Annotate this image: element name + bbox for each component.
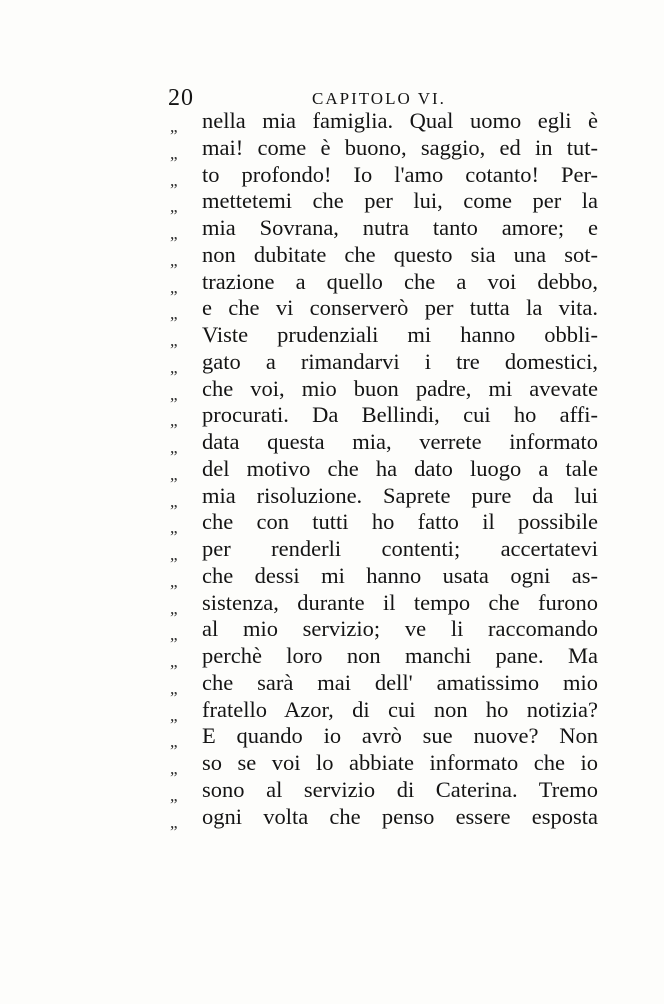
line-text: per renderli contenti; accertatevi [202, 536, 598, 561]
quote-mark: „ [170, 491, 177, 511]
line-text: E quando io avrò sue nuove? Non [202, 723, 598, 749]
quote-mark: „ [170, 571, 177, 591]
text-line [0, 697, 664, 724]
text-line [0, 563, 664, 590]
line-text: Viste prudenziali mi hanno obbli- [202, 322, 598, 347]
line-text: data questa mia, verrete informato [202, 429, 598, 454]
quote-mark: „ [170, 518, 177, 538]
line-text: sistenza, durante il tempo che furono [202, 589, 598, 615]
text-line [0, 349, 664, 376]
quote-mark: „ [170, 197, 177, 217]
quote-mark: „ [170, 384, 177, 404]
text-line [0, 162, 664, 189]
line-text: che dessi mi hanno usata ogni as- [202, 562, 598, 588]
line-text: non dubitate che questo sia una sot- [202, 241, 598, 267]
text-line [0, 295, 664, 322]
line-text: e che vi conserverò per tutta la vita. [202, 295, 598, 321]
line-text: che con tutti ho fatto il possibile [202, 509, 598, 535]
line-text: del motivo che ha dato luogo a tale [202, 455, 598, 481]
quote-mark: „ [170, 545, 177, 564]
text-line [0, 242, 664, 269]
line-text: ogni volta che penso essere esposta [202, 803, 598, 829]
page-number: 20 [168, 85, 194, 111]
quote-mark: „ [170, 250, 177, 270]
line-text: al mio servizio; ve li raccomando [202, 616, 598, 642]
text-line [0, 376, 664, 403]
text-line [0, 723, 664, 750]
quote-mark: „ [170, 411, 177, 431]
line-text: gato a rimandarvi i tre domestici, [202, 348, 598, 374]
text-line [0, 536, 664, 563]
text-line [0, 429, 664, 456]
line-text: nella mia famiglia. Qual uomo egli è [202, 108, 598, 133]
quote-mark: „ [170, 304, 177, 324]
line-text: sono al servizio di Caterina. Tremo [202, 776, 598, 802]
quote-mark: „ [170, 170, 177, 190]
body-text [0, 108, 664, 830]
text-line [0, 135, 664, 162]
line-text: che voi, mio buon padre, mi avevate [202, 375, 598, 401]
text-line [0, 590, 664, 617]
line-text: so se voi lo abbiate informato che io [202, 750, 598, 775]
text-line [0, 456, 664, 483]
line-text: mia risoluzione. Saprete pure da lui [202, 482, 598, 508]
text-line [0, 402, 664, 429]
quote-mark: „ [170, 678, 177, 698]
line-text: che sarà mai dell' amatissimo mio [202, 669, 598, 695]
quote-mark: „ [170, 143, 177, 163]
line-text: perchè loro non manchi pane. Ma [202, 643, 598, 668]
quote-mark: „ [170, 759, 177, 778]
text-line [0, 670, 664, 697]
text-line [0, 616, 664, 643]
quote-mark: „ [170, 732, 177, 752]
text-line [0, 509, 664, 536]
text-line [0, 188, 664, 215]
text-line [0, 108, 664, 135]
text-line [0, 483, 664, 510]
quote-mark: „ [170, 438, 177, 457]
line-text: procurati. Da Bellindi, cui ho affi- [202, 402, 598, 428]
text-line [0, 643, 664, 670]
quote-mark: „ [170, 625, 177, 645]
quote-mark: „ [170, 331, 177, 350]
text-line [0, 215, 664, 242]
line-text: mettetemi che per lui, come per la [202, 188, 598, 214]
quote-mark: „ [170, 812, 177, 832]
line-text: to profondo! Io l'amo cotanto! Per- [202, 161, 598, 187]
text-line [0, 777, 664, 804]
quote-mark: „ [170, 357, 177, 377]
line-text: mai! come è buono, saggio, ed in tut- [202, 134, 598, 160]
quote-mark: „ [170, 785, 177, 805]
quote-mark: „ [170, 705, 177, 725]
text-line [0, 269, 664, 296]
quote-mark: „ [170, 464, 177, 484]
quote-mark: „ [170, 224, 177, 243]
line-text: mia Sovrana, nutra tanto amore; e [202, 215, 598, 240]
line-text: trazione a quello che a voi debbo, [202, 268, 598, 294]
running-title: CAPITOLO VI. [312, 89, 446, 108]
quote-mark: „ [170, 277, 177, 297]
quote-mark: „ [170, 652, 177, 671]
text-line [0, 322, 664, 349]
line-text: fratello Azor, di cui non ho notizia? [202, 696, 598, 722]
text-line [0, 750, 664, 777]
quote-mark: „ [170, 117, 177, 136]
quote-mark: „ [170, 598, 177, 618]
text-line [0, 804, 664, 831]
